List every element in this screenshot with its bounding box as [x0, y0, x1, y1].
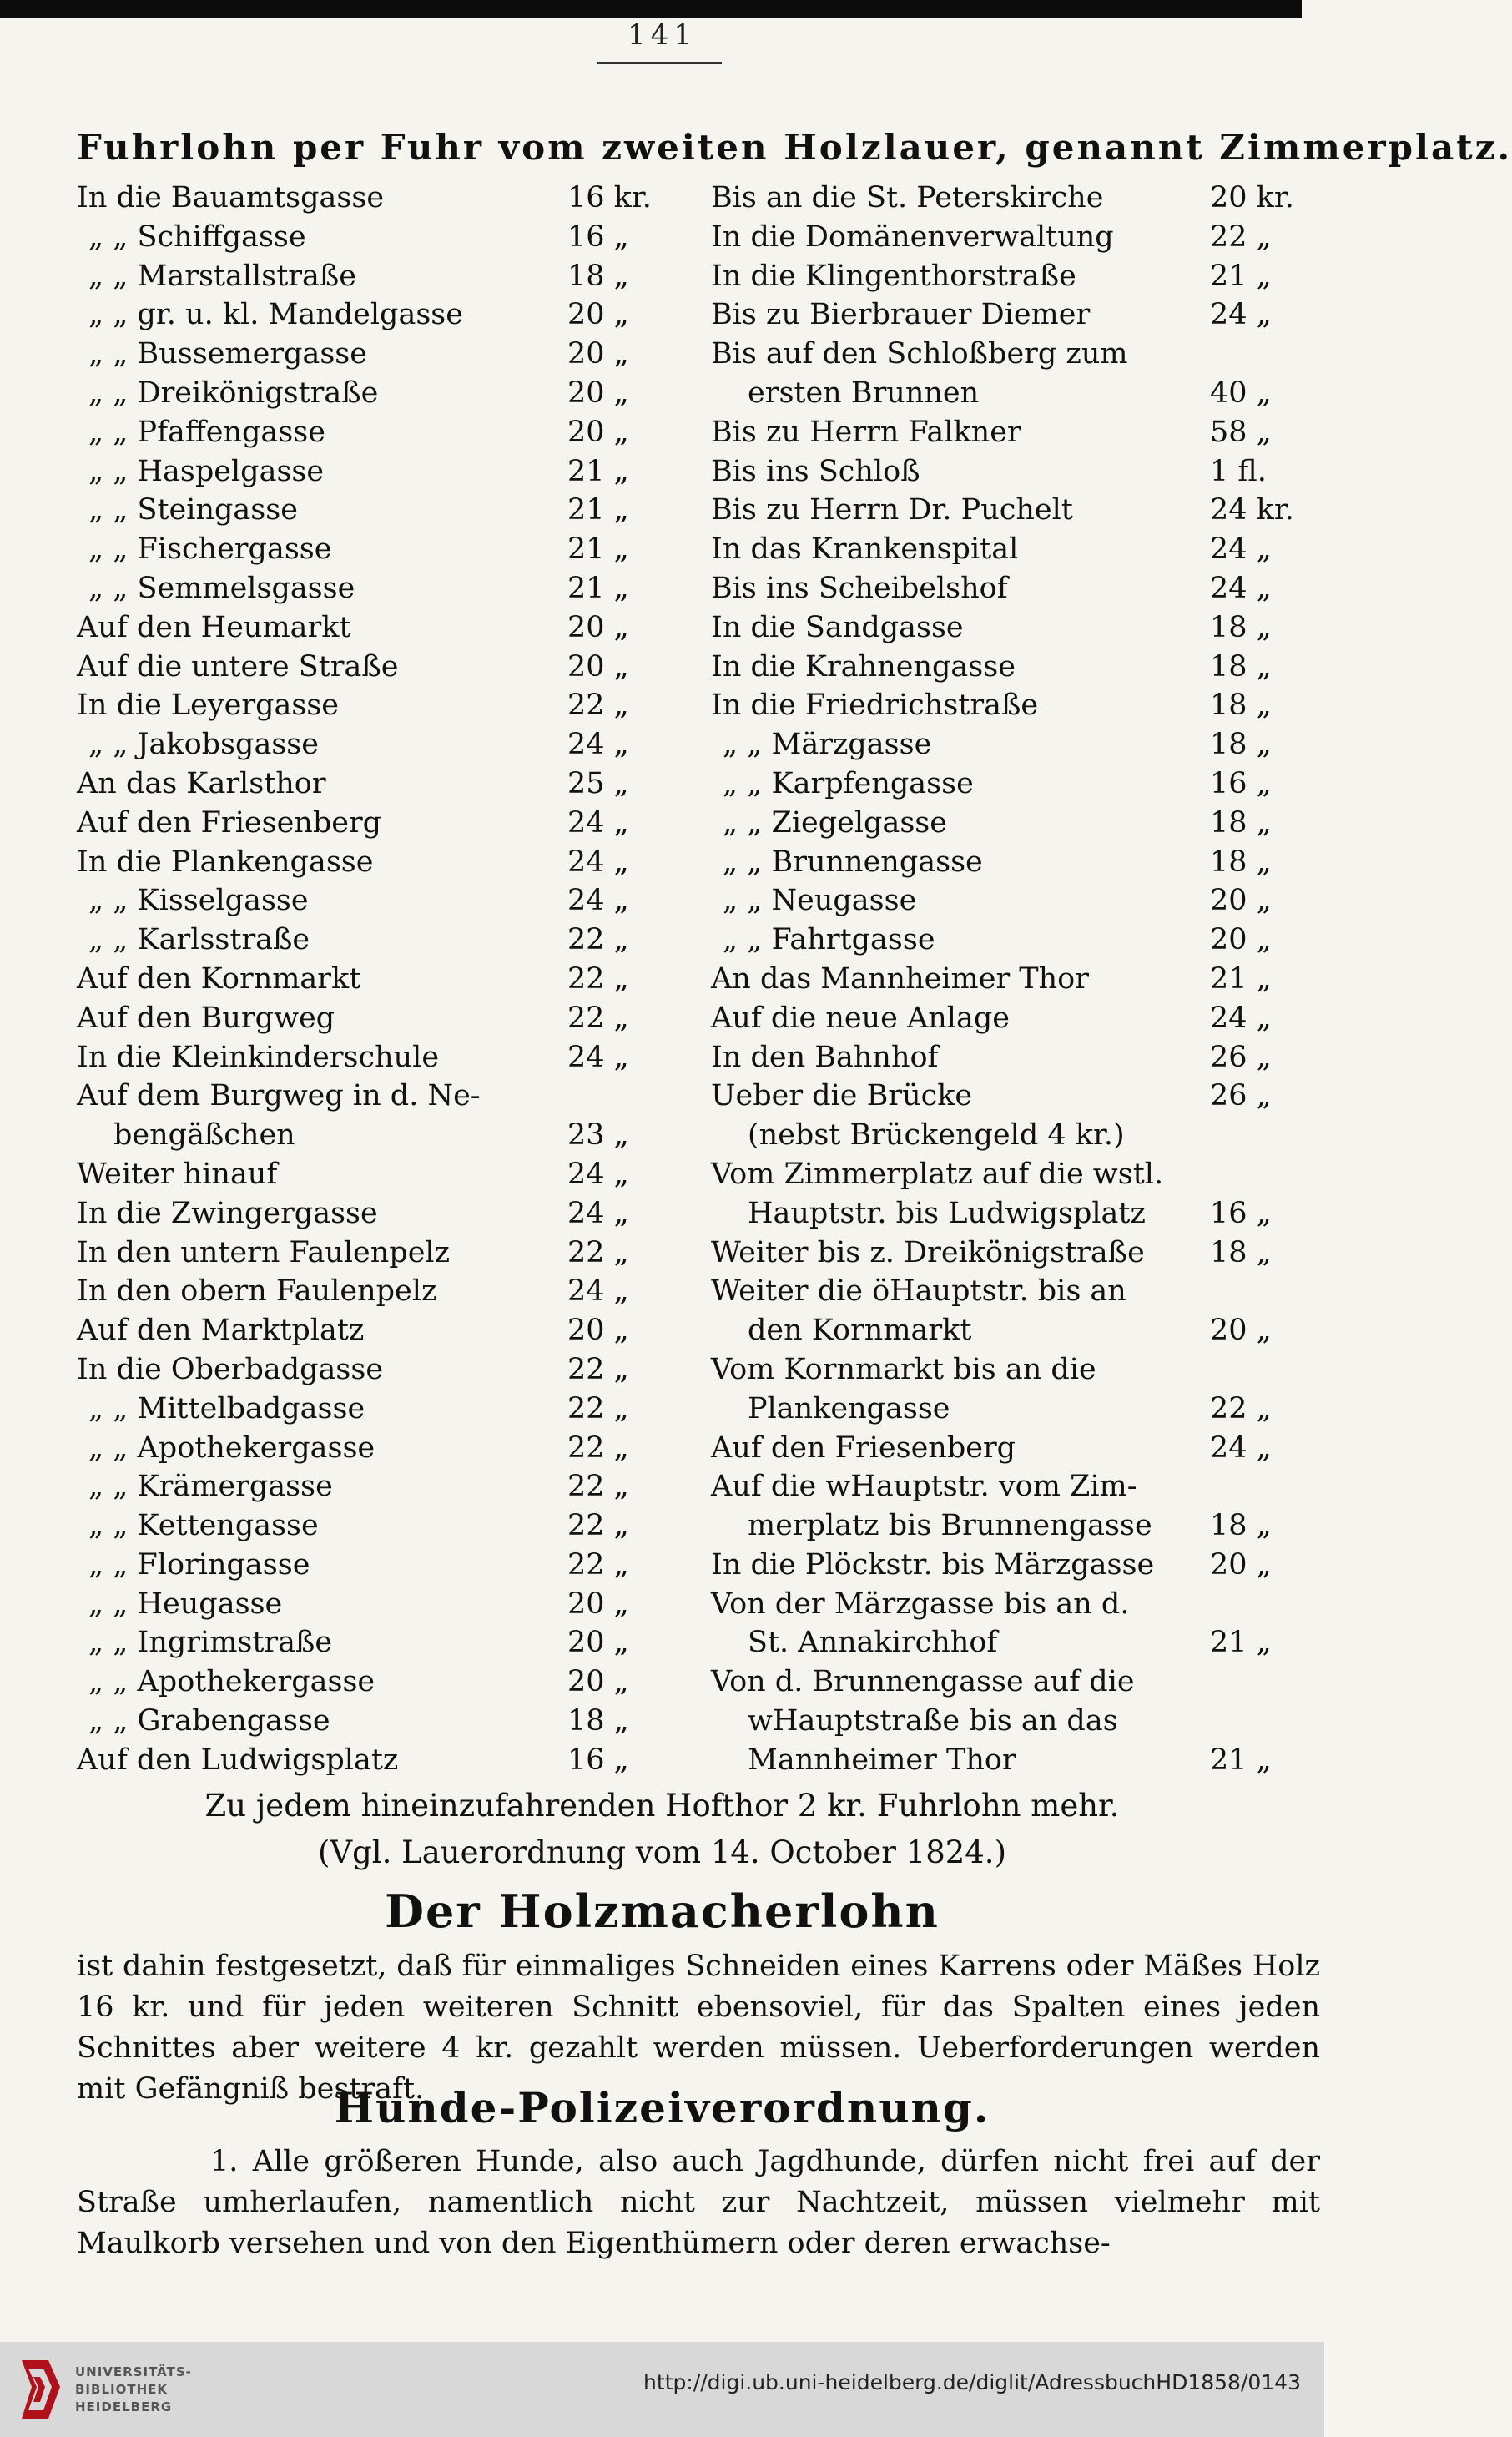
fare-price: 26 „ [1210, 1040, 1272, 1074]
fare-row [711, 295, 1291, 335]
fare-destination: „ „ Heugasse [88, 1587, 283, 1621]
fare-destination: In die Kleinkinderschule [77, 1040, 440, 1074]
fare-destination: Auf den Heumarkt [77, 610, 351, 644]
section-title-hunde-polizeiverordnung: Hunde-Polizeiverordnung. [334, 2083, 990, 2132]
fare-price: 20 „ [1210, 1314, 1272, 1348]
fare-price: 21 „ [567, 571, 629, 605]
fare-price: 18 „ [1210, 1509, 1272, 1543]
fare-destination: „ „ Marstallstraße [88, 259, 356, 293]
fare-row [77, 569, 678, 608]
fare-row [711, 179, 1294, 218]
fare-price: 22 „ [567, 1001, 629, 1035]
fare-row [77, 960, 678, 999]
hofthor-note: Zu jedem hineinzufahrenden Hofthor 2 kr. Fuhrlohn mehr. [204, 1788, 1120, 1824]
fare-row [711, 804, 1291, 843]
fare-row [711, 1390, 1291, 1429]
fare-row [711, 257, 1291, 296]
fare-row [711, 1155, 1291, 1194]
fare-destination: In den obern Faulenpelz [77, 1274, 437, 1309]
fare-row [711, 452, 1291, 492]
fare-destination: Mannheimer Thor [748, 1743, 1016, 1777]
fare-price: 21 „ [1210, 1743, 1272, 1777]
fare-price: 24 kr. [1210, 493, 1294, 527]
fare-destination: In die Sandgasse [711, 610, 964, 644]
fare-price: 20 „ [567, 1587, 629, 1621]
fare-column-left [77, 179, 678, 1780]
fare-row [77, 218, 678, 257]
fare-price: 20 „ [567, 415, 629, 449]
fare-destination: In den untern Faulenpelz [77, 1235, 451, 1269]
fare-row [77, 1585, 678, 1624]
fare-destination: Auf den Friesenberg [711, 1430, 1016, 1465]
fare-price: 21 „ [1210, 1626, 1272, 1660]
fare-row [77, 1546, 678, 1585]
fare-row [711, 1194, 1291, 1234]
fare-row [77, 843, 678, 882]
fare-destination: In die Plankengasse [77, 845, 374, 879]
fare-destination: Weiter bis z. Dreikönigstraße [711, 1235, 1145, 1269]
fare-price: 16 kr. [567, 181, 652, 214]
fare-row [77, 1623, 678, 1663]
fare-price: 24 „ [567, 1196, 629, 1230]
fare-table-heading: Fuhrlohn per Fuhr vom zweiten Holzlauer, genannt Zimmerplatz. [77, 127, 1512, 168]
fare-price: 24 „ [567, 1274, 629, 1309]
fare-price: 18 „ [1210, 649, 1272, 684]
fare-destination: Bis zu Bierbrauer Diemer [711, 298, 1091, 332]
fare-row [711, 608, 1291, 648]
fare-price: 20 „ [1210, 923, 1272, 957]
fare-destination: In die Krahnengasse [711, 649, 1016, 684]
fare-destination: „ „ Ziegelgasse [723, 805, 947, 840]
fare-destination: In die Plöckstr. bis Märzgasse [711, 1547, 1155, 1582]
page-number-rule [597, 62, 722, 64]
library-logo-text [75, 2364, 192, 2416]
fare-destination: „ „ Ingrimstraße [88, 1626, 333, 1660]
fare-row [711, 648, 1291, 687]
fare-row [77, 881, 678, 921]
regulation-reference: (Vgl. Lauerordnung vom 14. October 1824.) [317, 1834, 1007, 1870]
fare-destination: „ „ Jakobsgasse [88, 728, 319, 762]
library-footer [0, 2342, 1324, 2437]
fare-row [711, 1506, 1291, 1546]
fare-price: 20 „ [567, 376, 629, 410]
fare-destination: Ueber die Brücke [711, 1079, 973, 1113]
fare-destination: Vom Kornmarkt bis an die [711, 1352, 1096, 1386]
fare-destination: Bis zu Herrn Dr. Puchelt [711, 493, 1073, 527]
fare-price: 24 „ [567, 1157, 629, 1191]
fare-row [77, 295, 678, 335]
fare-destination: „ „ gr. u. kl. Mandelgasse [88, 298, 463, 332]
fare-destination: „ „ Karpfengasse [723, 766, 974, 800]
fare-destination: In das Krankenspital [711, 532, 1019, 567]
fare-price: 21 „ [567, 454, 629, 488]
fare-price: 40 „ [1210, 376, 1272, 410]
fare-row [711, 1429, 1291, 1468]
fare-price: 20 „ [567, 298, 629, 332]
fare-row [77, 491, 678, 530]
fare-destination: Von d. Brunnengasse auf die [711, 1665, 1135, 1699]
fare-row [77, 1272, 678, 1311]
fare-destination: Auf den Marktplatz [77, 1314, 365, 1348]
fare-row [711, 1077, 1291, 1116]
fare-price: 22 „ [567, 1470, 629, 1504]
fare-destination: „ „ Märzgasse [723, 728, 932, 762]
fare-price: 22 „ [567, 1509, 629, 1543]
fare-destination: „ „ Haspelgasse [88, 454, 325, 488]
fare-destination: „ „ Kisselgasse [88, 884, 309, 918]
fare-row [77, 413, 678, 452]
page-number: 141 [627, 18, 697, 52]
fare-price: 24 „ [1210, 298, 1272, 332]
fare-destination: Vom Zimmerplatz auf die wstl. [711, 1157, 1164, 1191]
fare-row [77, 1311, 678, 1350]
fare-destination: Bis ins Schloß [711, 454, 920, 488]
fare-row [77, 804, 678, 843]
fare-price: 16 „ [1210, 766, 1272, 800]
fare-price: 21 „ [567, 493, 629, 527]
fare-row [711, 1663, 1291, 1702]
fare-destination: Bis zu Herrn Falkner [711, 415, 1021, 449]
fare-destination: Bis an die St. Peterskirche [711, 181, 1104, 214]
fare-destination: In die Klingenthorstraße [711, 259, 1076, 293]
fare-price: 24 „ [1210, 532, 1272, 567]
fare-price: 22 „ [567, 961, 629, 996]
fare-price: 22 „ [567, 1352, 629, 1386]
fare-price: 20 „ [1210, 884, 1272, 918]
logo-line-2: BIBLIOTHEK [75, 2382, 168, 2397]
fare-row [77, 1663, 678, 1702]
fare-price: 20 „ [567, 1665, 629, 1699]
fare-destination: Auf die neue Anlage [711, 1001, 1010, 1035]
fare-price: 18 „ [1210, 1235, 1272, 1269]
fare-destination: „ „ Schiffgasse [88, 219, 306, 254]
fare-row [711, 764, 1291, 804]
fare-destination: Auf den Burgweg [77, 1001, 335, 1035]
fare-row [711, 843, 1291, 882]
fare-row [77, 686, 678, 725]
fare-price: 20 „ [567, 610, 629, 644]
fare-destination: „ „ Brunnengasse [723, 845, 983, 879]
fare-destination: „ „ Apothekergasse [88, 1430, 375, 1465]
fare-row [77, 1741, 678, 1780]
scan-top-border [0, 0, 1302, 18]
fare-price: 20 „ [567, 1314, 629, 1348]
fare-row [77, 921, 678, 960]
fare-destination: „ „ Bussemergasse [88, 337, 367, 371]
fare-row [711, 335, 1291, 374]
fare-row [77, 1077, 678, 1116]
fare-destination: (nebst Brückengeld 4 kr.) [748, 1118, 1125, 1153]
fare-price: 24 „ [567, 845, 629, 879]
fare-destination: Bis ins Scheibelshof [711, 571, 1008, 605]
fare-price: 24 „ [567, 805, 629, 840]
fare-destination: „ „ Fahrtgasse [723, 923, 935, 957]
fare-destination: den Kornmarkt [748, 1314, 972, 1348]
fare-price: 16 „ [567, 219, 629, 254]
fare-row [711, 686, 1291, 725]
fare-price: 21 „ [567, 532, 629, 567]
fare-row [711, 1311, 1291, 1350]
fare-destination: merplatz bis Brunnengasse [748, 1509, 1152, 1543]
fare-row [711, 569, 1291, 608]
fare-row [711, 1623, 1291, 1663]
fare-row [77, 1350, 678, 1390]
fare-destination: In die Domänenverwaltung [711, 219, 1114, 254]
fare-destination: „ „ Apothekergasse [88, 1665, 375, 1699]
fare-destination: ersten Brunnen [748, 376, 980, 410]
library-logo-icon [15, 2354, 67, 2425]
fare-price: 24 „ [1210, 571, 1272, 605]
fare-row [77, 725, 678, 764]
fare-row [711, 725, 1291, 764]
fare-destination: In die Bauamtsgasse [77, 181, 385, 214]
fare-row [77, 374, 678, 413]
fare-row [77, 648, 678, 687]
fare-destination: bengäßchen [113, 1118, 295, 1153]
fare-price: 20 kr. [1210, 181, 1294, 214]
fare-destination: „ „ Grabengasse [88, 1704, 330, 1738]
fare-price: 18 „ [567, 259, 629, 293]
fare-row [77, 1116, 678, 1155]
fare-destination: wHauptstraße bis an das [748, 1704, 1118, 1738]
fare-price: 20 „ [1210, 1547, 1272, 1582]
fare-price: 18 „ [1210, 728, 1272, 762]
logo-line-3: HEIDELBERG [75, 2399, 173, 2414]
fare-row [77, 1038, 678, 1077]
fare-price: 22 „ [1210, 219, 1272, 254]
fare-row [711, 881, 1291, 921]
fare-destination: Von der Märzgasse bis an d. [711, 1587, 1130, 1621]
fare-row [77, 257, 678, 296]
fare-destination: In die Oberbadgasse [77, 1352, 384, 1386]
fare-price: 18 „ [1210, 610, 1272, 644]
fare-row [77, 1390, 678, 1429]
fare-row [711, 1702, 1291, 1741]
fare-price: 18 „ [1210, 845, 1272, 879]
fare-row [711, 1350, 1291, 1390]
section-text-holzmacherlohn: ist dahin festgesetzt, daß für einmaliges Schneiden eines Karrens oder Mäßes Holz 16 kr. und für jeden weiteren Schnitt ebensoviel, für das Spalten eines jeden Schnittes aber weitere 4 kr. gezahlt werden müssen. Ueberforderungen werden mit Gefängniß bestraft. [77, 1950, 1320, 2106]
fare-row [711, 999, 1291, 1038]
fare-destination: Bis auf den Schloßberg zum [711, 337, 1128, 371]
fare-row [711, 1272, 1291, 1311]
fare-row [77, 530, 678, 569]
fare-row [711, 491, 1294, 530]
fare-destination: „ „ Karlsstraße [88, 923, 310, 957]
fare-row [711, 1234, 1291, 1273]
fare-column-right [711, 179, 1294, 1780]
fare-price: 16 „ [1210, 1196, 1272, 1230]
fare-row [711, 921, 1291, 960]
fare-price: 22 „ [567, 1547, 629, 1582]
fare-destination: „ „ Kettengasse [88, 1509, 319, 1543]
fare-destination: An das Mannheimer Thor [711, 961, 1089, 996]
fare-row [711, 1546, 1291, 1585]
fare-destination: Hauptstr. bis Ludwigsplatz [748, 1196, 1146, 1230]
fare-price: 22 „ [567, 1235, 629, 1269]
fare-price: 22 „ [567, 689, 629, 723]
fare-price: 22 „ [1210, 1391, 1272, 1425]
fare-row [77, 1155, 678, 1194]
fare-row [77, 1702, 678, 1741]
fare-price: 22 „ [567, 1430, 629, 1465]
fare-price: 26 „ [1210, 1079, 1272, 1113]
fare-price: 23 „ [567, 1118, 629, 1153]
fare-price: 18 „ [1210, 689, 1272, 723]
fare-destination: Auf dem Burgweg in d. Ne- [77, 1079, 481, 1113]
fare-destination: In die Zwingergasse [77, 1196, 378, 1230]
fare-price: 18 „ [1210, 805, 1272, 840]
fare-destination: „ „ Pfaffengasse [88, 415, 325, 449]
fare-row [711, 530, 1291, 569]
fare-price: 24 „ [567, 728, 629, 762]
fare-destination: „ „ Steingasse [88, 493, 298, 527]
fare-price: 22 „ [567, 1391, 629, 1425]
fare-row [711, 1038, 1291, 1077]
fare-price: 24 „ [567, 884, 629, 918]
fare-destination: Auf den Friesenberg [77, 805, 382, 840]
fare-destination: Auf den Ludwigsplatz [77, 1743, 399, 1777]
fare-destination: Auf die untere Straße [77, 649, 399, 684]
fare-price: 24 „ [1210, 1430, 1272, 1465]
fare-price: 18 „ [567, 1704, 629, 1738]
fare-row [711, 1116, 1291, 1155]
fare-row [77, 1234, 678, 1273]
fare-price: 20 „ [567, 649, 629, 684]
fare-destination: In den Bahnhof [711, 1040, 939, 1074]
fare-destination: In die Friedrichstraße [711, 689, 1039, 723]
fare-destination: In die Leyergasse [77, 689, 340, 723]
fare-row [77, 1467, 678, 1506]
fare-price: 20 „ [567, 1626, 629, 1660]
section-title-holzmacherlohn: Der Holzmacherlohn [385, 1885, 940, 1938]
fare-destination: Weiter hinauf [77, 1157, 278, 1191]
section-text-hunde-polizeiverordnung: 1. Alle größeren Hunde, also auch Jagdhunde, dürfen nicht frei auf der Straße umherlaufen, namentlich nicht zur Nachtzeit, müssen vielmehr mit Maulkorb versehen und von den Eigenthümern oder deren erwachse- [77, 2145, 1320, 2260]
fare-row [77, 999, 678, 1038]
fare-destination: „ „ Floringasse [88, 1547, 310, 1582]
fare-destination: Auf den Kornmarkt [77, 961, 361, 996]
fare-destination: „ „ Mittelbadgasse [88, 1391, 365, 1425]
fare-destination: An das Karlsthor [77, 766, 326, 800]
fare-destination: „ „ Dreikönigstraße [88, 376, 379, 410]
fare-price: 21 „ [1210, 259, 1272, 293]
fare-destination: St. Annakirchhof [748, 1626, 998, 1660]
logo-line-1: UNIVERSITÄTS- [75, 2364, 192, 2379]
fare-row [77, 179, 678, 218]
fare-row [77, 764, 678, 804]
fare-row [711, 960, 1291, 999]
fare-row [711, 1741, 1291, 1780]
fare-destination: „ „ Semmelsgasse [88, 571, 355, 605]
fare-destination: Weiter die öHauptstr. bis an [711, 1274, 1126, 1309]
fare-row [77, 452, 678, 492]
fare-price: 16 „ [567, 1743, 629, 1777]
fare-row [77, 1506, 678, 1546]
fare-destination: „ „ Neugasse [723, 884, 917, 918]
fare-row [77, 335, 678, 374]
fare-row [77, 608, 678, 648]
fare-row [711, 1467, 1291, 1506]
fare-price: 25 „ [567, 766, 629, 800]
fare-row [711, 1585, 1291, 1624]
fare-price: 21 „ [1210, 961, 1272, 996]
fare-price: 24 „ [567, 1040, 629, 1074]
fare-destination: Plankengasse [748, 1391, 950, 1425]
fare-price: 22 „ [567, 923, 629, 957]
fare-price: 58 „ [1210, 415, 1272, 449]
fare-row [711, 413, 1291, 452]
fare-price: 24 „ [1210, 1001, 1272, 1035]
source-url-link[interactable]: http://digi.ub.uni-heidelberg.de/diglit/AdressbuchHD1858/0143 [643, 2370, 1301, 2394]
fare-destination: „ „ Fischergasse [88, 532, 332, 567]
fare-price: 20 „ [567, 337, 629, 371]
fare-row [711, 218, 1291, 257]
fare-price: 1 fl. [1210, 454, 1267, 488]
fare-row [77, 1194, 678, 1234]
fare-destination: Auf die wHauptstr. vom Zim- [711, 1470, 1137, 1504]
fare-row [77, 1429, 678, 1468]
fare-destination: „ „ Krämergasse [88, 1470, 333, 1504]
fare-row [711, 374, 1291, 413]
